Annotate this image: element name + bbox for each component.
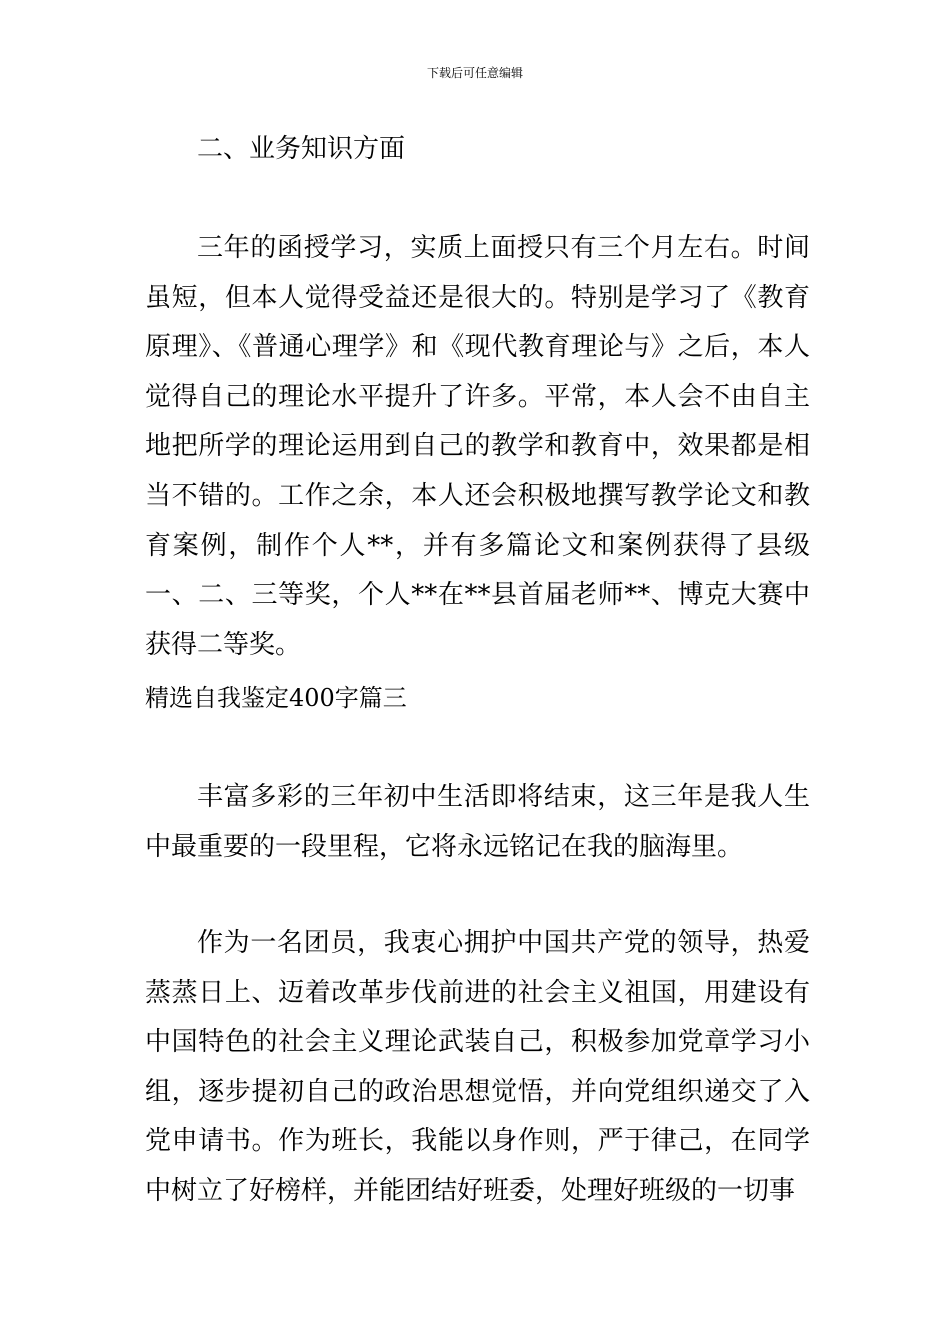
paragraph-member: 作为一名团员，我衷心拥护中国共产党的领导，热爱蒸蒸日上、迈着改革步伐前进的社会主义祖国，用建设有中国特色的社会主义理论武装自己，积极参加党章学习小组，逐步提初自己的政治思想觉悟，并向党组织递交了入党申请书。作为班长，我能以身作则，严于律己，在同学中树立了好榜样，并能团结好班委，处理好班级的一切事 [145, 928, 810, 1206]
page-header-note: 下载后可任意编辑 [426, 66, 523, 80]
article-title: 精选自我鉴定400字篇三 [145, 684, 407, 712]
section-heading: 二、业务知识方面 [197, 134, 406, 164]
paragraph-intro: 丰富多彩的三年初中生活即将结束，这三年是我人生中最重要的一段里程，它将永远铭记在我的脑海里。 [145, 782, 810, 862]
paragraph-study: 三年的函授学习，实质上面授只有三个月左右。时间虽短，但本人觉得受益还是很大的。特别是学习了《教育原理》、《普通心理学》和《现代教育理论与》之后，本人觉得自己的理论水平提升了许多。平常，本人会不由自主地把所学的理论运用到自己的教学和教育中，效果都是相当不错的。工作之余，本人还会积极地撰写教学论文和教育案例，制作个人**，并有多篇论文和案例获得了县级一、二、三等奖，个人**在**县首届老师**、博克大赛中获得二等奖。 [145, 233, 810, 660]
